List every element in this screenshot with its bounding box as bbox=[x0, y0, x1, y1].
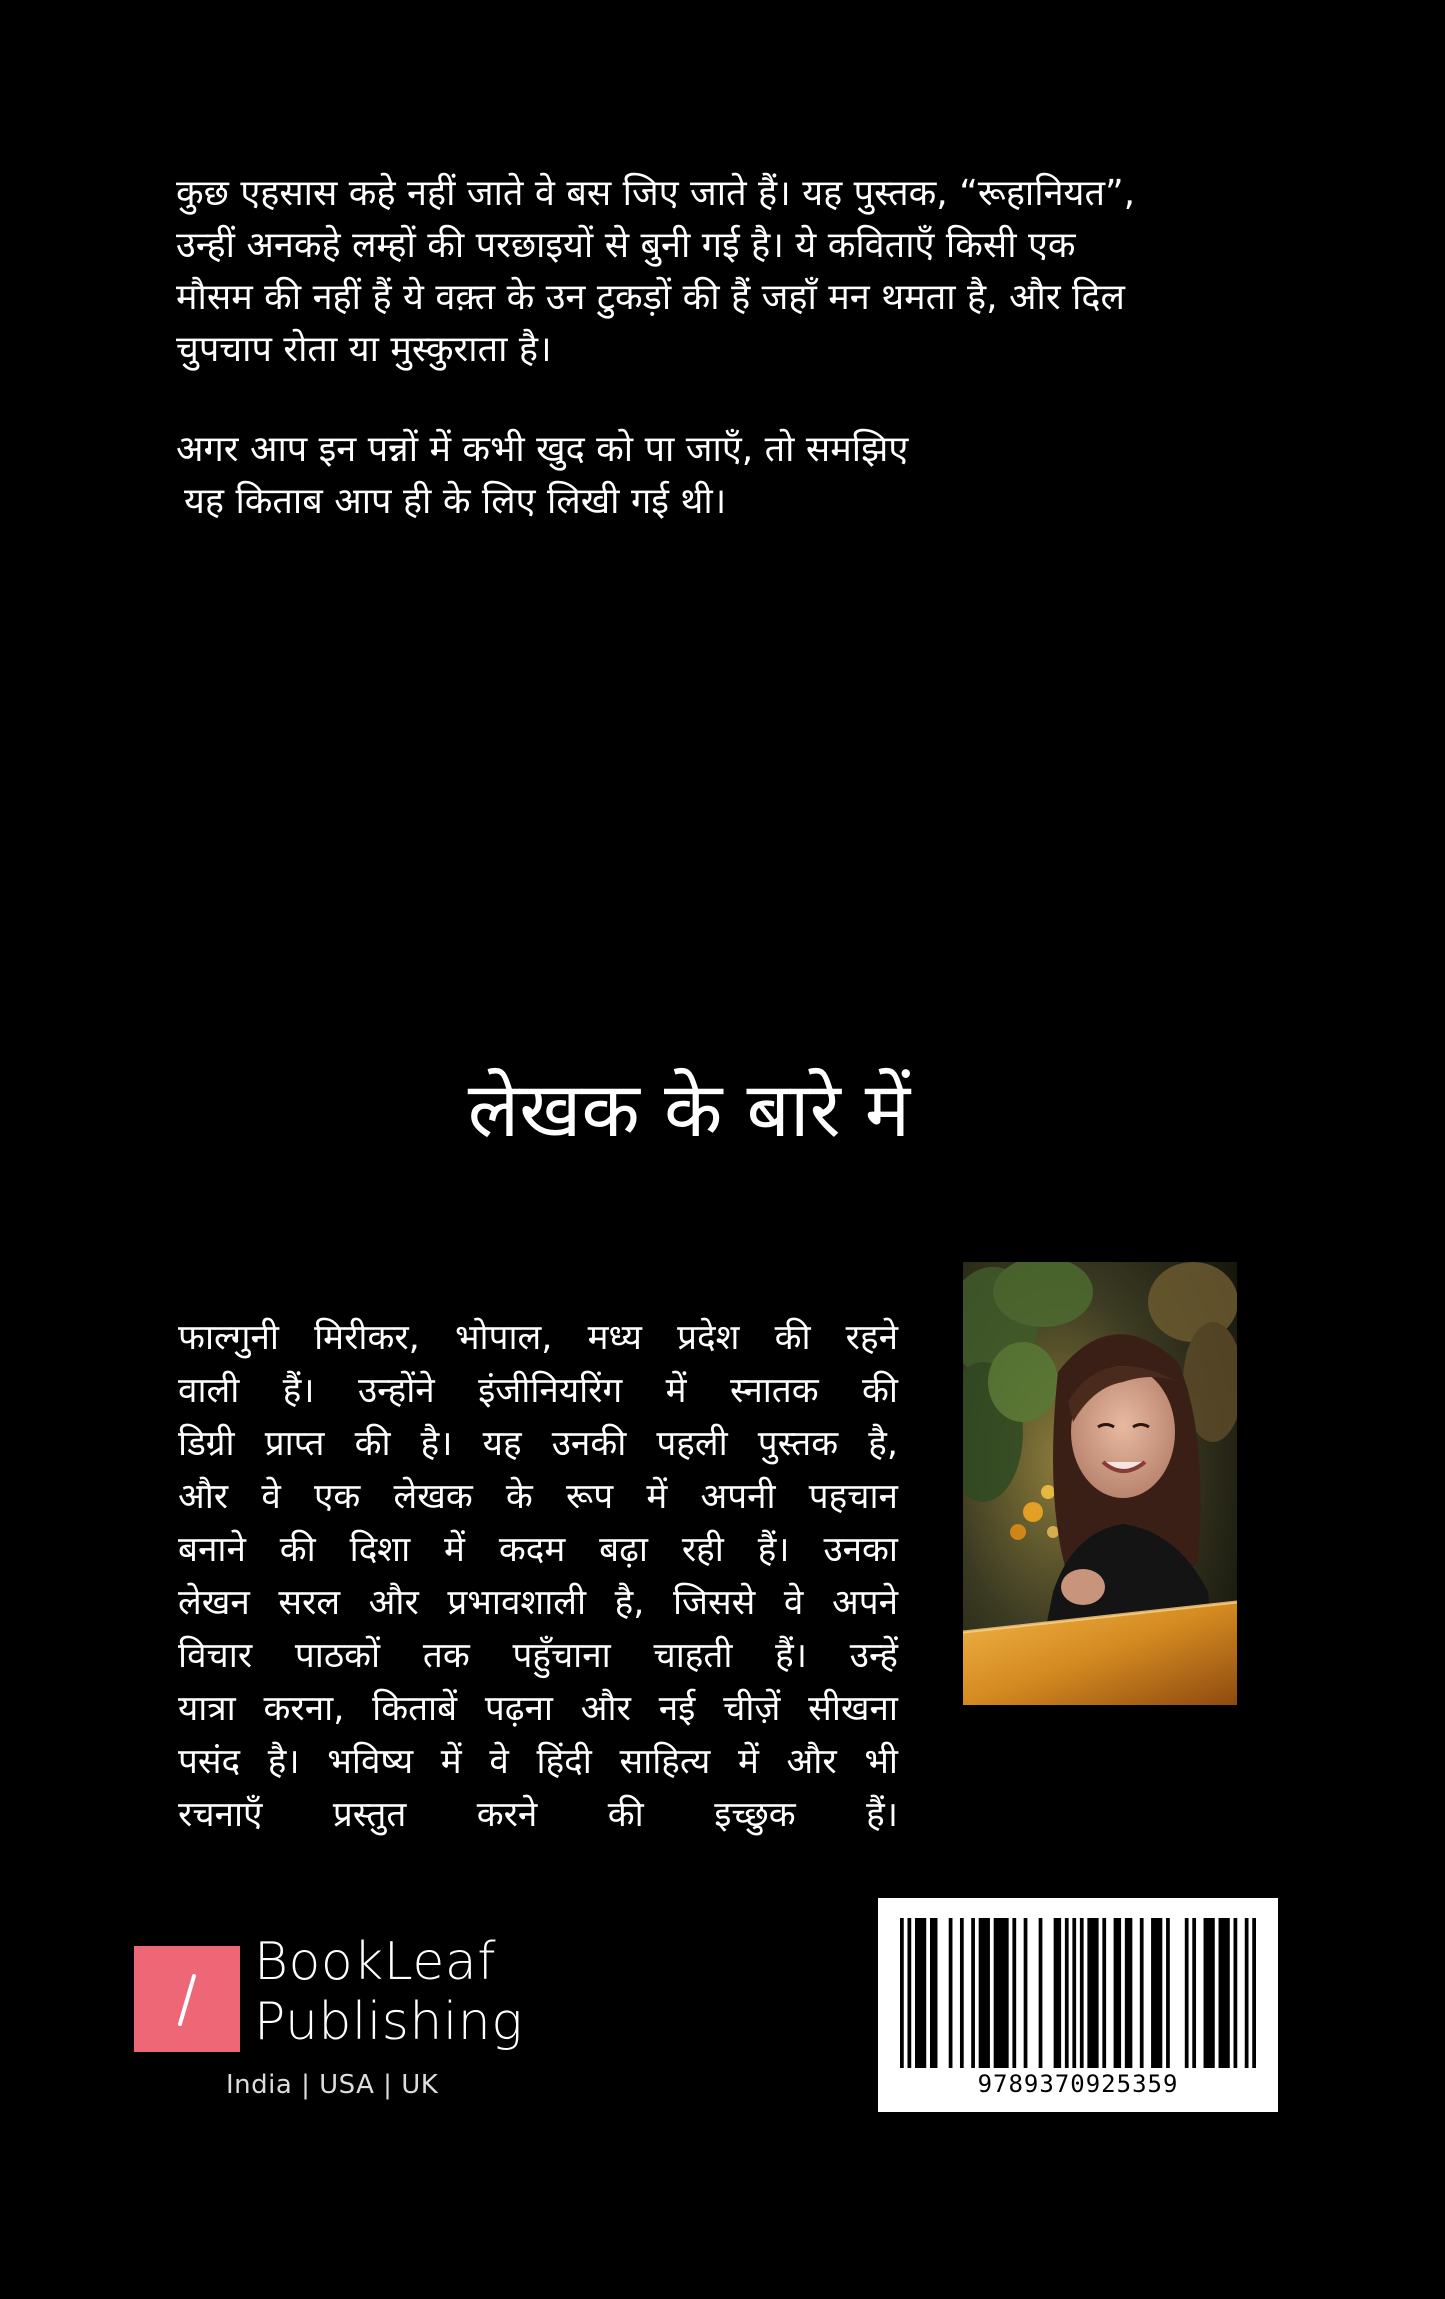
blurb-paragraph-1 bbox=[176, 168, 1206, 376]
blurb-line: चुपचाप रोता या मुस्कुराता है। bbox=[176, 329, 552, 370]
barcode-bar bbox=[1054, 1918, 1061, 2068]
barcode-bars bbox=[900, 1918, 1256, 2068]
publisher-name bbox=[254, 1932, 523, 2052]
barcode-bar bbox=[1151, 1918, 1162, 2068]
about-author-heading: लेखक के बारे में bbox=[467, 1065, 911, 1154]
barcode-bar bbox=[1072, 1918, 1076, 2068]
blurb-line: उन्हीं अनकहे लम्हों की परछाइयों से बुनी गई है। ये कविताएँ किसी एक bbox=[176, 225, 1076, 266]
barcode-bar bbox=[1234, 1918, 1238, 2068]
isbn-barcode bbox=[878, 1898, 1278, 2112]
blurb-line: मौसम की नहीं हैं ये वक़्त के उन टुकड़ों की हैं जहाँ मन थमता है, और दिल bbox=[176, 277, 1125, 318]
author-bio bbox=[178, 1312, 898, 1842]
barcode-bar bbox=[1080, 1918, 1084, 2068]
barcode-bar bbox=[994, 1918, 1009, 2068]
blurb-paragraph-2 bbox=[176, 424, 1206, 528]
author-photo bbox=[963, 1262, 1237, 1705]
publisher-logo bbox=[134, 1932, 554, 2108]
barcode-bar bbox=[1065, 1918, 1069, 2068]
barcode-bar bbox=[1039, 1918, 1043, 2068]
bio-line: पसंद है। भविष्य में वे हिंदी साहित्य में और भी bbox=[178, 1742, 898, 1782]
barcode-bar bbox=[949, 1918, 953, 2068]
barcode-bar bbox=[1102, 1918, 1106, 2068]
bio-line: वाली हैं। उन्होंने इंजीनियरिंग में स्नातक की bbox=[178, 1371, 898, 1411]
blurb-line: कुछ एहसास कहे नहीं जाते वे बस जिए जाते हैं। यह पुस्तक, “रूहानियत”, bbox=[176, 173, 1136, 214]
barcode-bar bbox=[930, 1918, 937, 2068]
barcode-bar bbox=[1024, 1918, 1028, 2068]
barcode-bar bbox=[1125, 1918, 1132, 2068]
barcode-bar bbox=[1185, 1918, 1189, 2068]
blurb-line: यह किताब आप ही के लिए लिखी गई थी। bbox=[184, 481, 727, 522]
bio-line: बनाने की दिशा में कदम बढ़ा रही हैं। उनका bbox=[178, 1530, 898, 1570]
barcode-bar bbox=[1114, 1918, 1121, 2068]
barcode-bar bbox=[960, 1918, 964, 2068]
bio-line: लेखन सरल और प्रभावशाली है, जिससे वे अपने bbox=[178, 1583, 898, 1623]
barcode-bar bbox=[1204, 1918, 1215, 2068]
bio-line: यात्रा करना, किताबें पढ़ना और नई चीज़ें सीखना bbox=[178, 1689, 898, 1729]
blurb-line: अगर आप इन पन्नों में कभी खुद को पा जाएँ, तो समझिए bbox=[176, 429, 909, 470]
barcode-bar bbox=[1252, 1918, 1256, 2068]
barcode-bar bbox=[1192, 1918, 1196, 2068]
bio-line: रचनाएँ प्रस्तुत करने की इच्छुक हैं। bbox=[178, 1795, 898, 1835]
barcode-bar bbox=[915, 1918, 926, 2068]
barcode-bar bbox=[1012, 1918, 1016, 2068]
barcode-bar bbox=[900, 1918, 904, 2068]
slash-icon bbox=[134, 1946, 240, 2052]
publisher-name-line1: BookLeaf bbox=[254, 1932, 497, 1992]
barcode-bar bbox=[907, 1918, 911, 2068]
barcode-bar bbox=[1087, 1918, 1098, 2068]
publisher-name-line2: Publishing bbox=[254, 1992, 523, 2052]
barcode-bar bbox=[979, 1918, 990, 2068]
book-blurb bbox=[176, 168, 1206, 528]
barcode-bar bbox=[1245, 1918, 1249, 2068]
barcode-bar bbox=[1166, 1918, 1170, 2068]
bio-line: डिग्री प्राप्त की है। यह उनकी पहली पुस्तक है, bbox=[178, 1424, 898, 1464]
barcode-bar bbox=[1140, 1918, 1144, 2068]
publisher-regions: India | USA | UK bbox=[226, 2070, 439, 2100]
bio-line: विचार पाठकों तक पहुँचाना चाहती हैं। उन्हें bbox=[178, 1636, 898, 1676]
isbn-number: 9789370925359 bbox=[977, 2070, 1179, 2098]
bio-line: फाल्गुनी मिरीकर, भोपाल, मध्य प्रदेश की रहने bbox=[178, 1318, 898, 1358]
barcode-bar bbox=[1219, 1918, 1230, 2068]
bio-line: और वे एक लेखक के रूप में अपनी पहचान bbox=[178, 1477, 898, 1517]
barcode-bar bbox=[971, 1918, 975, 2068]
